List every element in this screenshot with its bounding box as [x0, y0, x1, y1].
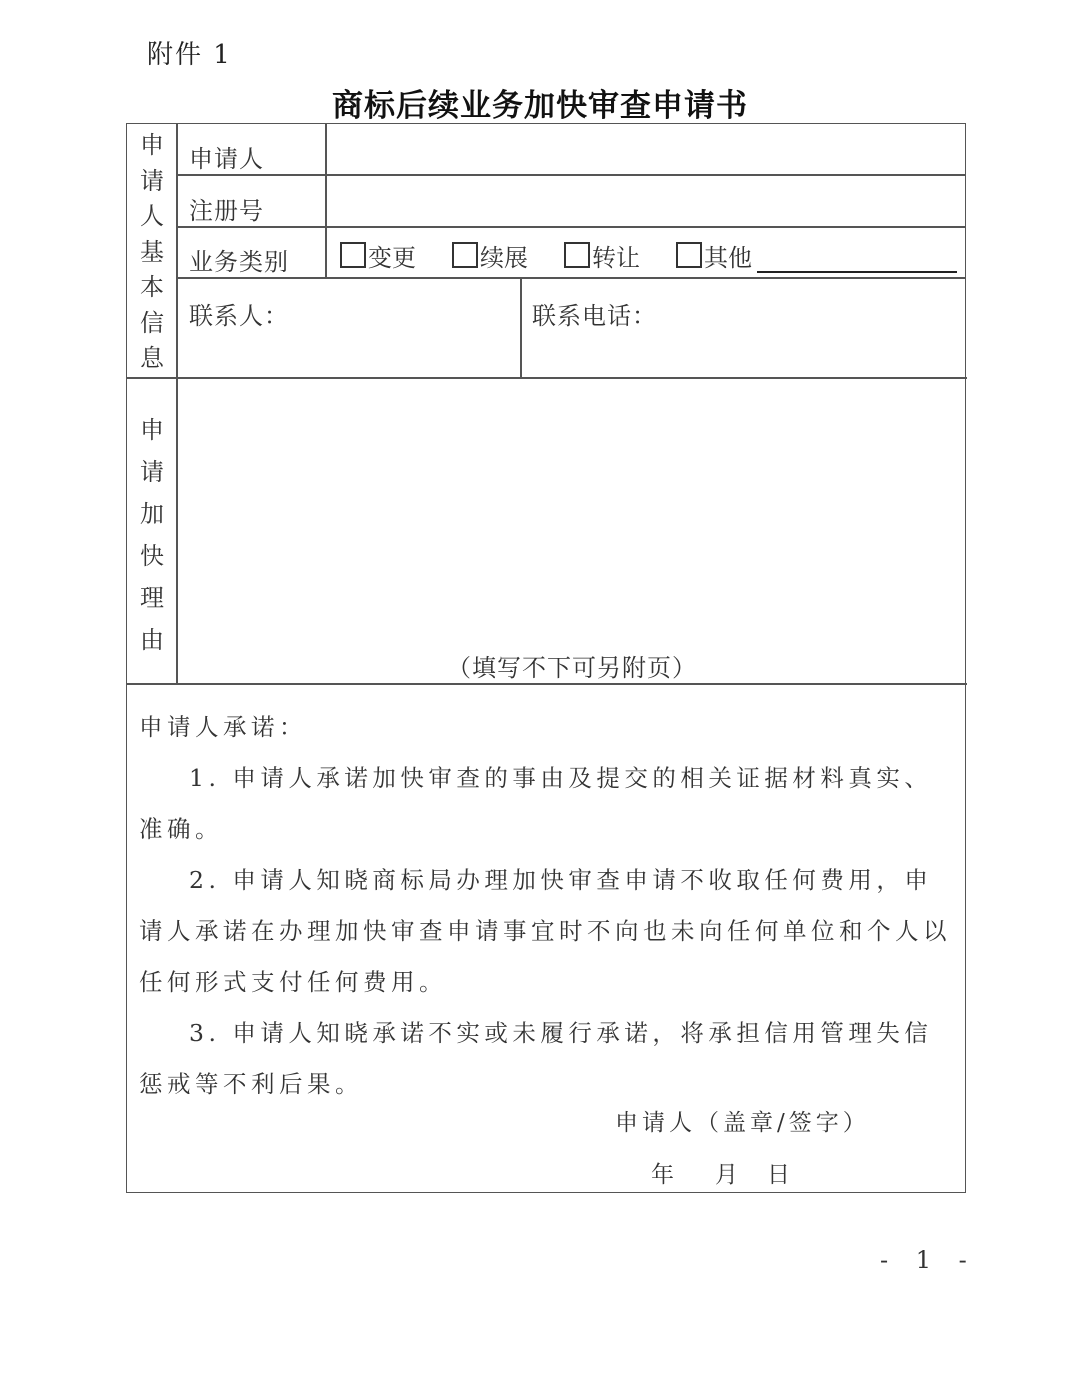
signature-label: 申请人（盖章/签字） [615, 1110, 870, 1136]
checkbox-icon[interactable] [452, 242, 478, 268]
pledge-item: 3. 申请人知晓承诺不实或未履行承诺，将承担信用管理失信惩戒等不利后果。 [139, 1019, 933, 1098]
annex-label: 附件 1 [147, 40, 232, 70]
application-form [126, 123, 966, 1193]
section-divider [127, 683, 967, 685]
option-renewal[interactable]: 续展 [452, 240, 528, 270]
option-transfer[interactable]: 转让 [564, 240, 640, 270]
contact-person-label: 联系人： [189, 302, 289, 330]
option-other[interactable]: 其他 [676, 240, 752, 270]
registration-number-field[interactable] [327, 176, 965, 226]
pledge-heading: 申请人承诺： [139, 713, 307, 741]
pledge-text [139, 702, 957, 1110]
registration-number-label: 注册号 [189, 197, 264, 225]
checkbox-icon[interactable] [340, 242, 366, 268]
applicant-label: 申请人 [189, 145, 264, 173]
column-divider [520, 277, 522, 378]
date-year-label: 年 [651, 1162, 674, 1188]
row-divider [176, 226, 966, 228]
pledge-item: 2. 申请人知晓商标局办理加快审查申请不收取任何费用，申请人承诺在办理加快审查申请事宜时不向也未向任何单位和个人以任何形式支付任何费用。 [139, 866, 951, 996]
section-divider [127, 377, 967, 379]
reason-note: （填写不下可另附页） [447, 654, 697, 682]
form-title: 商标后续业务加快审查申请书 [332, 88, 748, 124]
contact-phone-label: 联系电话： [532, 302, 657, 330]
date-month-label: 月 [715, 1162, 738, 1188]
option-change[interactable]: 变更 [340, 240, 416, 270]
checkbox-icon[interactable] [676, 242, 702, 268]
checkbox-icon[interactable] [564, 242, 590, 268]
basic-info-section-label: 申 请 人 基 本 信 息 [140, 131, 164, 372]
reason-section-label: 申 请 加 快 理 由 [140, 416, 164, 654]
row-divider [176, 277, 966, 279]
page-number: - 1 - [880, 1246, 977, 1274]
date-day-label: 日 [767, 1162, 790, 1188]
business-type-label: 业务类别 [189, 248, 289, 276]
pledge-item: 1. 申请人承诺加快审查的事由及提交的相关证据材料真实、准确。 [139, 764, 933, 843]
other-fill-line[interactable] [757, 271, 957, 273]
applicant-field[interactable] [327, 126, 965, 174]
reason-field[interactable] [179, 380, 965, 642]
